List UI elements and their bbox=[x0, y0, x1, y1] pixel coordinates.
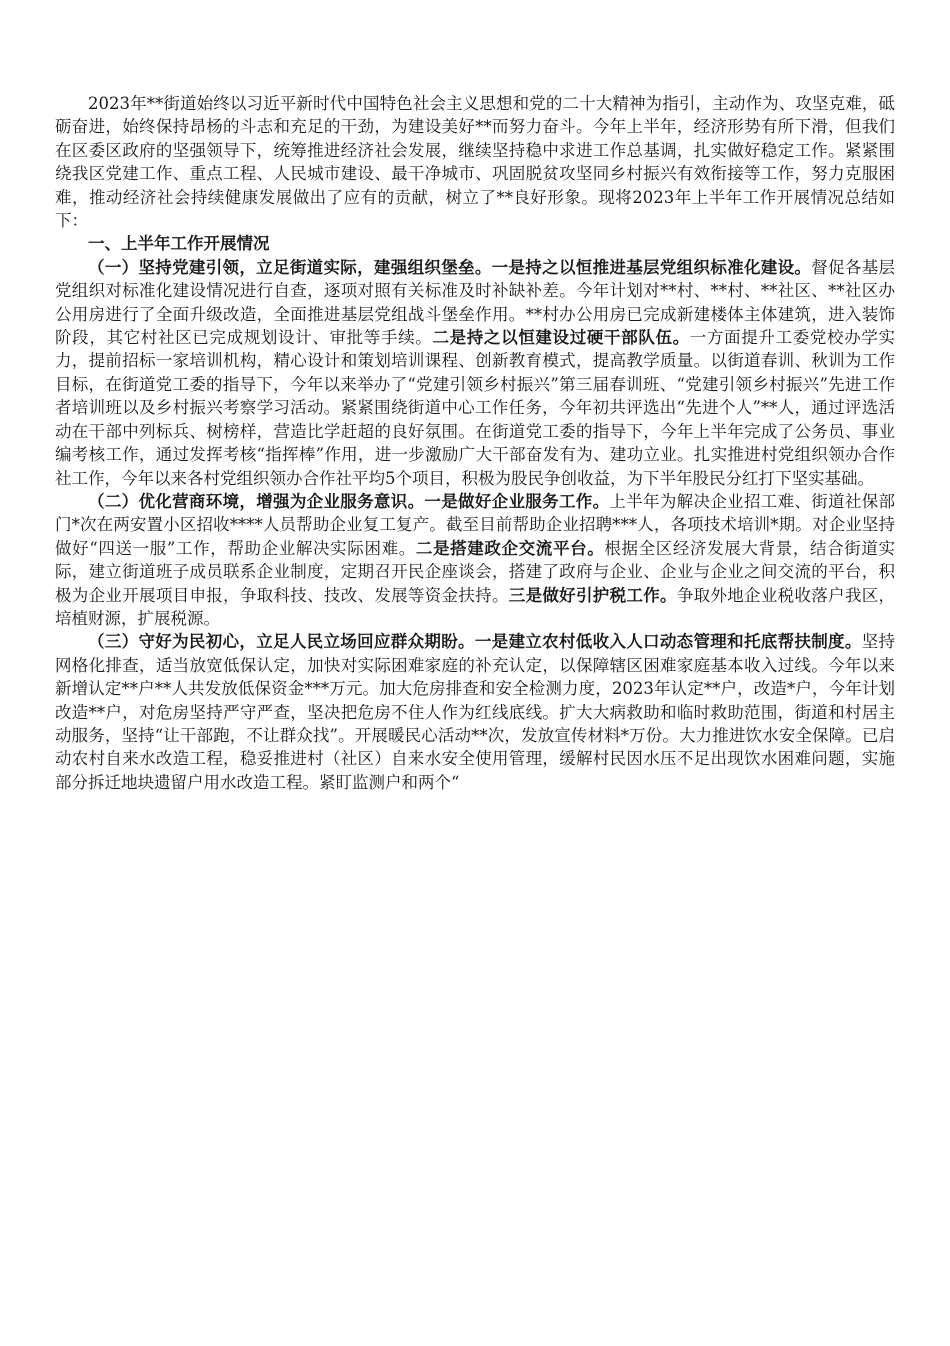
paragraph-lead: （二）优化营商环境，增强为企业服务意识。 bbox=[88, 491, 425, 511]
section-heading-1: 一、上半年工作开展情况 bbox=[88, 234, 270, 254]
paragraph-lead: （三）守好为民初心，立足人民立场回应群众期盼。 bbox=[88, 632, 475, 652]
point-text: 坚持网格化排查，适当放宽低保认定，加快对实际困难家庭的补充认定，以保障辖区困难家庭基本收入过线。今年以来新增认定**户**人共发放低保资金***万元。加大危房排查和安全检测力度，2023年认定**户，改造*户，今年计划改造**户，对危房坚持严守严查，坚决把危房不住人作为红线底线。扩大大病救助和临时救助范围，街道和村居主动服务，坚持“让干部跑，不让群众找”。开展暖民心活动**次，发放宣传材料*万份。大力推进饮水安全保障。已启动农村自来水改造工程，稳妥推进村（社区）自来水安全使用管理，缓解村民因水压不足出现饮水困难问题，实施部分拆迁地块遗留户用水改造工程。紧盯监测户和两个“ bbox=[55, 632, 896, 792]
point-text: 督促各基层党组织对标准化建设情况进行自查，逐项对照有关标准及时补缺补差。今年计划对**村、**村、**社区、**社区办公用房进行了全面升级改造，全面推进基层党组战斗堡垒作用。**村办公用房已完成新建楼体主体建筑，进入装饰阶段，其它村社区已完成规划设计、审批等手续。 bbox=[55, 257, 896, 348]
paragraph-business-environment bbox=[55, 490, 895, 630]
paragraph-party-building bbox=[55, 256, 895, 490]
point-title: 三是做好引护税工作。 bbox=[508, 585, 677, 605]
point-title: 二是搭建政企交流平台。 bbox=[415, 538, 605, 558]
point-title: 一是持之以恒推进基层党组织标准化建设。 bbox=[491, 257, 812, 277]
point-title: 二是持之以恒建设过硬干部队伍。 bbox=[432, 328, 690, 348]
document-page bbox=[55, 92, 895, 794]
point-text: 根据全区经济发展大背景，结合街道实际，建立街道班子成员联系企业制度，定期召开民企座谈会，搭建了政府与企业、企业与企业之间交流的平台，积极为企业开展项目申报，争取科技、技改、发展等资金扶持。 bbox=[55, 538, 896, 605]
paragraph-people-livelihood bbox=[55, 630, 895, 794]
intro-paragraph: 2023年**街道始终以习近平新时代中国特色社会主义思想和党的二十大精神为指引，主动作为、攻坚克难，砥砺奋进，始终保持昂杨的斗志和充足的干劲，为建设美好**而努力奋斗。今年上半年，经济形势有所下滑，但我们在区委区政府的坚强领导下，统筹推进经济社会发展，继续坚持稳中求进工作总基调，扎实做好稳定工作。紧紧围绕我区党建工作、重点工程、人民城市建设、最干净城市、巩固脱贫攻坚同乡村振兴有效衔接等工作，努力克服困难，推动经济社会持续健康发展做出了应有的贡献，树立了**良好形象。现将2023年上半年工作开展情况总结如下： bbox=[55, 94, 895, 231]
point-title: 一是建立农村低收入人口动态管理和托底帮扶制度。 bbox=[474, 632, 862, 652]
point-text: 争取外地企业税收落户我区，培植财源，扩展税源。 bbox=[55, 585, 896, 628]
point-title: 一是做好企业服务工作。 bbox=[424, 491, 610, 511]
point-text: 上半年为解决企业招工难、街道社保部门*次在两安置小区招收****人员帮助企业复工复产。截至目前帮助企业招聘***人，各项技术培训*期。对企业坚持做好“四送一服”工作，帮助企业解决实际困难。 bbox=[55, 491, 896, 558]
paragraph-lead: （一）坚持党建引领，立足街道实际，建强组织堡垒。 bbox=[88, 257, 492, 277]
point-text: 一方面提升工委党校办学实力，提前招标一家培训机构，精心设计和策划培训课程、创新教育模式，提高教学质量。以街道春训、秋训为工作目标，在街道党工委的指导下，今年以来举办了“党建引领乡村振兴”第三届春训班、“党建引领乡村振兴”先进工作者培训班以及乡村振兴考察学习活动。紧紧围绕街道中心工作任务，今年初共评选出“先进个人”**人，通过评选活动在干部中列标兵、树榜样，营造比学赶超的良好氛围。在街道党工委的指导下，今年上半年完成了公务员、事业编考核工作，通过发挥考核“指挥棒”作用，进一步激励广大干部奋发有为、建功立业。扎实推进村党组织领办合作社工作，今年以来各村党组织领办合作社平均5个项目，积极为股民争创收益，为下半年股民分红打下坚实基础。 bbox=[55, 328, 895, 488]
